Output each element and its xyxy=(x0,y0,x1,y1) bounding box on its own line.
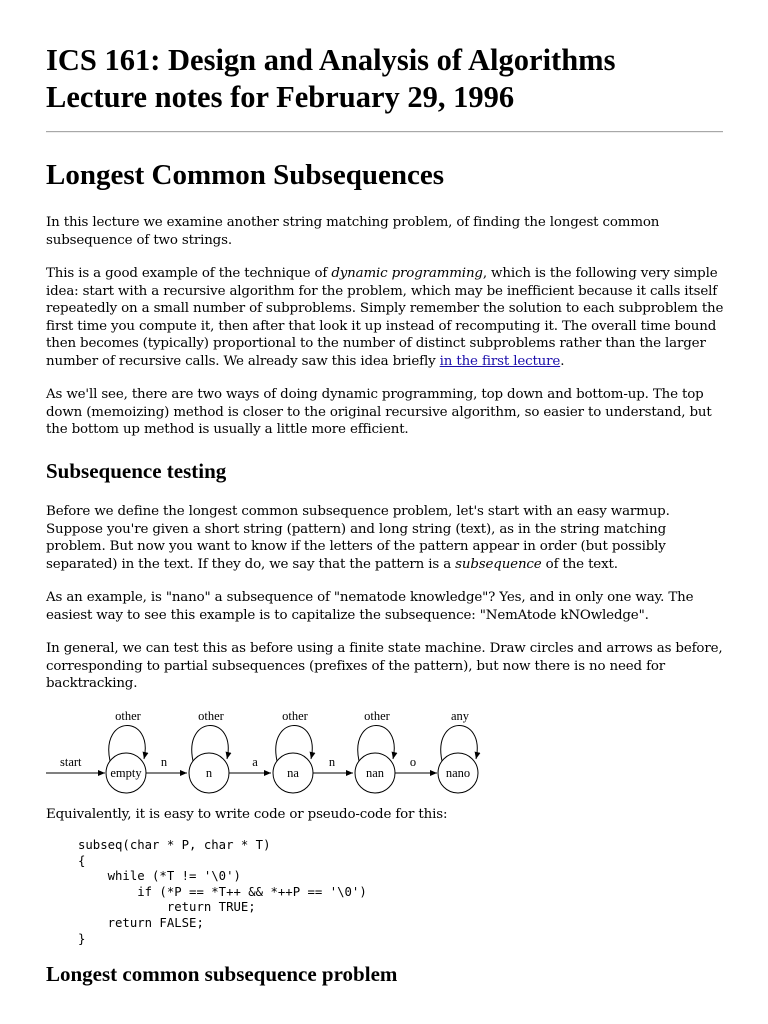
intro-paragraph-1: In this lecture we examine another string matching problem, of finding the longest common subsequence of two strings. xyxy=(46,215,660,248)
intro-p2-text-start: This is a good example of the technique of xyxy=(46,266,332,281)
subseq-paragraph-2: As an example, is "nano" a subsequence of "nematode knowledge"? Yes, and in only one way. The easiest way to see this example is to capitalize the subsequence: "NemAtode kNOwledge". xyxy=(46,590,694,623)
state-nano xyxy=(438,709,478,793)
section-heading-lcs: Longest Common Subsequences xyxy=(46,159,444,191)
pseudo-code-block xyxy=(78,838,367,947)
state-label-nano: nano xyxy=(445,766,471,780)
horizontal-divider xyxy=(46,131,723,133)
code-line: return TRUE; xyxy=(78,900,256,915)
state-label-n: n xyxy=(205,766,213,780)
code-line: while (*T != '\0') xyxy=(78,869,241,884)
transition-label-n2: n xyxy=(328,755,336,769)
state-n xyxy=(189,709,229,793)
subseq-paragraph-4: Equivalently, it is easy to write code or pseudo-code for this: xyxy=(46,807,448,822)
subseq-paragraph-3: In general, we can test this as before using a finite state machine. Draw circles and arrows as before, corresponding to partial subsequences (prefixes of the pattern), but now there is no need for backtracking. xyxy=(46,641,723,692)
code-line: { xyxy=(78,853,86,868)
page-title xyxy=(46,42,746,116)
loop-label-empty: other xyxy=(115,709,141,723)
loop-label-nano: any xyxy=(450,709,470,723)
intro-paragraph-3: As we'll see, there are two ways of doing dynamic programming, top down and bottom-up. The top down (memoizing) method is closer to the original recursive algorithm, so easier to understand, but the bottom up method is usually a little more efficient. xyxy=(46,387,712,438)
lcs-problem-heading: Longest common subsequence problem xyxy=(46,962,398,986)
code-line: if (*P == *T++ && *++P == '\0') xyxy=(78,884,367,899)
subsequence-term: subsequence xyxy=(455,556,542,572)
intro-paragraph-2 xyxy=(46,265,726,371)
title-line-2: Lecture notes for February 29, 1996 xyxy=(46,80,515,114)
loop-label-n: other xyxy=(198,709,224,723)
subsequence-testing-heading: Subsequence testing xyxy=(46,459,227,483)
state-label-nan: nan xyxy=(365,766,385,780)
loop-label-na: other xyxy=(282,709,308,723)
intro-p2-text-end: . xyxy=(560,353,565,369)
state-na xyxy=(273,709,313,793)
transition-label-n: n xyxy=(160,755,168,769)
code-line: subseq(char * P, char * T) xyxy=(78,838,271,852)
subseq-p1-text-end: of the text. xyxy=(541,556,618,572)
intro-p2-text-middle: , which is the following very simple idea: start with a recursive algorithm for the problem, which may be inefficient because it calls itself repeatedly on a small number of subproblems. Simply remember the solution to each subproblem the first time you compute it, then after that look it up instead of recomputing it. The overall time bound then becomes (typically) proportional to the number of distinct subproblems rather than the larger number of recursive calls. We already saw this idea briefly xyxy=(46,266,724,369)
code-line: } xyxy=(78,931,86,946)
code-line: return FALSE; xyxy=(78,915,204,930)
first-lecture-link[interactable]: in the first lecture xyxy=(439,353,561,369)
loop-label-nan: other xyxy=(364,709,390,723)
title-line-1: ICS 161: Design and Analysis of Algorithms xyxy=(46,43,616,77)
subseq-p1-text-start: Before we define the longest common subsequence problem, let's start with an easy warmup. Suppose you're given a short string (pattern) and long string (text), as in the string matching problem. But now you want to know if the letters of the pattern appear in order (but possibly separated) in the text. If they do, we say that the pattern is a xyxy=(46,504,670,572)
dynamic-programming-term: dynamic programming xyxy=(331,266,483,281)
start-label: start xyxy=(60,755,82,769)
transition-label-a: a xyxy=(252,755,258,769)
finite-state-machine-diagram xyxy=(46,704,486,796)
state-label-na: na xyxy=(287,766,299,780)
subseq-paragraph-1 xyxy=(46,503,726,573)
state-label-empty: empty xyxy=(110,766,142,780)
transition-label-o: o xyxy=(409,755,417,769)
state-empty xyxy=(106,709,146,793)
state-nan xyxy=(355,709,395,793)
